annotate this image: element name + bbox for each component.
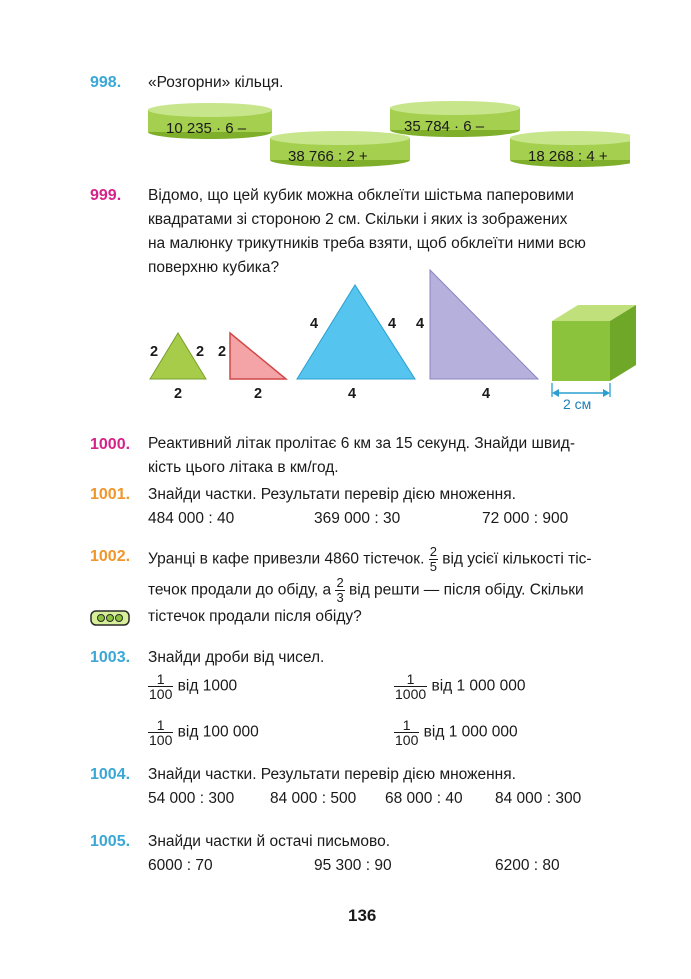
task-1001-item-1: 484 000 : 40 bbox=[148, 510, 235, 527]
ring-label-2: 38 766 : 2 + bbox=[288, 148, 368, 165]
tri2-bottom-label: 2 bbox=[254, 386, 263, 402]
task-1002-line-1a: Уранці в кафе привезли 4860 тістечок. bbox=[148, 550, 425, 568]
small-right-triangle bbox=[230, 333, 286, 379]
task-1001-item-2: 369 000 : 30 bbox=[314, 510, 401, 527]
task-number-1000: 1000. bbox=[90, 436, 131, 453]
task-number-1003: 1003. bbox=[90, 649, 131, 666]
task-1003-text: Знайди дроби від чисел. bbox=[148, 649, 325, 666]
fraction-1-100: $\frac{1}{100}$ bbox=[149, 717, 173, 748]
tri3-left-label: 4 bbox=[310, 316, 319, 332]
task-1000-line-2: кість цього літака в км/год. bbox=[148, 459, 339, 476]
task-1002-line-2b: від решти — після обіду. Скільки bbox=[349, 581, 584, 599]
cube-side-label: 2 см bbox=[563, 396, 592, 412]
task-1004-item-1: 54 000 : 300 bbox=[148, 790, 235, 807]
task-1003-item-1: $\frac{1}{100}$ від 1000 bbox=[149, 671, 238, 702]
task-1004-text: Знайди частки. Результати перевір дією множення. bbox=[148, 766, 516, 783]
task-1000-line-1: Реактивний літак пролітає 6 км за 15 секунд. Знайди швид- bbox=[148, 435, 575, 452]
tri3-right-label: 4 bbox=[388, 316, 397, 332]
task-1005-item-1: 6000 : 70 bbox=[148, 857, 213, 874]
tri4-bottom-label: 4 bbox=[482, 386, 491, 402]
task-999-line-4: поверхню кубика? bbox=[148, 259, 280, 276]
difficulty-icon bbox=[90, 610, 130, 626]
fraction-two-fifths: $\frac{2}{5}$ bbox=[429, 544, 437, 574]
task-1005-text: Знайди частки й остачі письмово. bbox=[148, 833, 391, 850]
tri3-bottom-label: 4 bbox=[348, 386, 357, 402]
page-number: 136 bbox=[348, 906, 377, 925]
large-isosceles-triangle bbox=[297, 285, 415, 379]
task-1005-item-3: 6200 : 80 bbox=[495, 857, 560, 874]
task-999-line-2: квадратами зі стороною 2 см. Скільки і яких із зображених bbox=[148, 211, 568, 228]
task-1001-item-3: 72 000 : 900 bbox=[482, 510, 569, 527]
task-999-line-1: Відомо, що цей кубик можна обклеїти шістьма паперовими bbox=[148, 187, 574, 204]
tri4-left-label: 4 bbox=[416, 316, 425, 332]
task-1002-line-2a: течок продали до обіду, а bbox=[148, 581, 332, 599]
task-999-line-3: на малюнку трикутників треба взяти, щоб обклеїти ними всю bbox=[148, 235, 586, 252]
task-1004-item-2: 84 000 : 500 bbox=[270, 790, 357, 807]
task-1005-item-2: 95 300 : 90 bbox=[314, 857, 392, 874]
tri1-bottom-label: 2 bbox=[174, 386, 183, 402]
task-number-999: 999. bbox=[90, 187, 122, 204]
task-number-1001: 1001. bbox=[90, 486, 131, 503]
tri1-left-label: 2 bbox=[150, 344, 159, 360]
task-1002-line-1 bbox=[148, 545, 592, 574]
task-1002-line-2 bbox=[148, 576, 584, 605]
ring-label-1: 10 235 · 6 – bbox=[166, 120, 247, 137]
cube bbox=[552, 305, 636, 381]
task-1001-text: Знайди частки. Результати перевір дією множення. bbox=[148, 486, 516, 503]
task-1003-item-2: $\frac{1}{1000}$ від 1 000 000 bbox=[395, 671, 526, 702]
triangles-and-cube-figure bbox=[140, 265, 660, 415]
task-number-1002: 1002. bbox=[90, 548, 131, 565]
tri2-left-label: 2 bbox=[218, 344, 227, 360]
task-number-998: 998. bbox=[90, 74, 122, 91]
large-right-triangle bbox=[430, 270, 538, 379]
cube-dimension-arrow bbox=[552, 383, 610, 397]
fraction-1-100: $\frac{1}{100}$ bbox=[395, 717, 419, 748]
task-1003-item-3: $\frac{1}{100}$ від 100 000 bbox=[149, 717, 259, 748]
task-1004-item-3: 68 000 : 40 bbox=[385, 790, 463, 807]
task-998-text: «Розгорни» кільця. bbox=[148, 74, 284, 91]
fraction-1-1000: $\frac{1}{1000}$ bbox=[395, 671, 427, 702]
ring-label-3: 35 784 · 6 – bbox=[404, 118, 485, 135]
ring-label-4: 18 268 : 4 + bbox=[528, 148, 608, 165]
task-1002-line-3: тістечок продали після обіду? bbox=[148, 608, 362, 625]
task-1004-item-4: 84 000 : 300 bbox=[495, 790, 582, 807]
task-number-1004: 1004. bbox=[90, 766, 131, 783]
task-1002-line-1b: від усієї кількості тіс- bbox=[442, 550, 592, 568]
task-number-1005: 1005. bbox=[90, 833, 131, 850]
tri1-right-label: 2 bbox=[196, 344, 205, 360]
fraction-two-thirds: $\frac{2}{3}$ bbox=[336, 575, 344, 605]
fraction-1-100: $\frac{1}{100}$ bbox=[149, 671, 173, 702]
task-1003-item-4: $\frac{1}{100}$ від 1 000 000 bbox=[395, 717, 518, 748]
